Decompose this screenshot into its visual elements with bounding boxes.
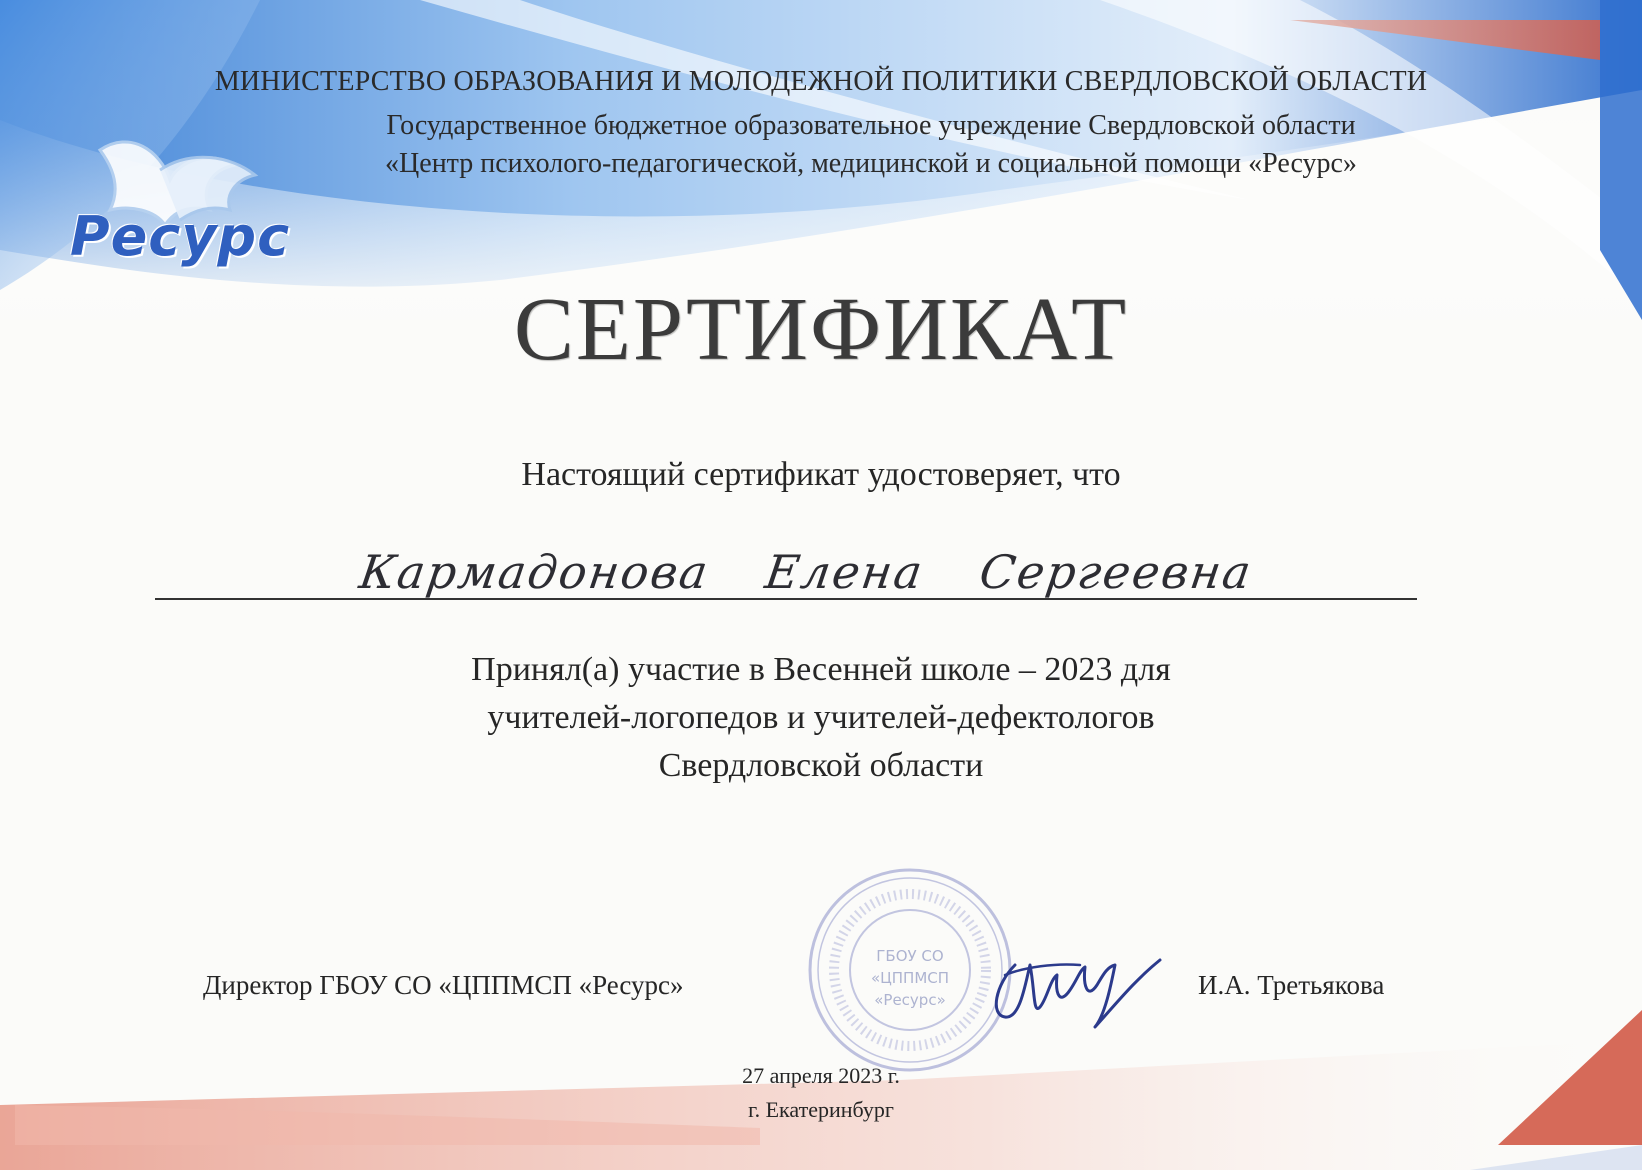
stamp-text [845, 945, 975, 1011]
participation-line-3: Свердловской области [658, 747, 984, 784]
ministry-header: МИНИСТЕРСТВО ОБРАЗОВАНИЯ И МОЛОДЕЖНОЙ ПОЛИТИКИ СВЕРДЛОВСКОЙ ОБЛАСТИ [214, 66, 1428, 97]
stamp-line-1: ГБОУ СО [876, 947, 944, 965]
stamp-line-2: «ЦППМСП [870, 969, 950, 987]
issue-city: г. Екатеринбург [748, 1097, 894, 1122]
recipient-name: Кармадонова Елена Сергеевна [356, 545, 1256, 599]
director-position: Директор ГБОУ СО «ЦППМСП «Ресурс» [203, 970, 684, 1000]
name-underline [155, 598, 1417, 600]
center-name-line: «Центр психолого-педагогической, медицинской и социальной помощи «Ресурс» [385, 148, 1357, 179]
stamp-line-3: «Ресурс» [874, 991, 946, 1009]
signature-icon [985, 945, 1165, 1035]
participation-text [0, 646, 1642, 790]
director-name: И.А. Третьякова [1198, 970, 1385, 1000]
certifies-text: Настоящий сертификат удостоверяет, что [521, 456, 1121, 493]
issue-date: 27 апреля 2023 г. [742, 1063, 900, 1088]
institution-line: Государственное бюджетное образовательное учреждение Свердловской области [386, 110, 1356, 141]
participation-line-1: Принял(а) участие в Весенней школе – 2023 для [471, 651, 1171, 688]
certificate-title: СЕРТИФИКАТ [513, 280, 1129, 379]
logo-wordmark: Ресурс [70, 205, 291, 268]
participation-line-2: учителей-логопедов и учителей-дефектологов [487, 699, 1155, 736]
